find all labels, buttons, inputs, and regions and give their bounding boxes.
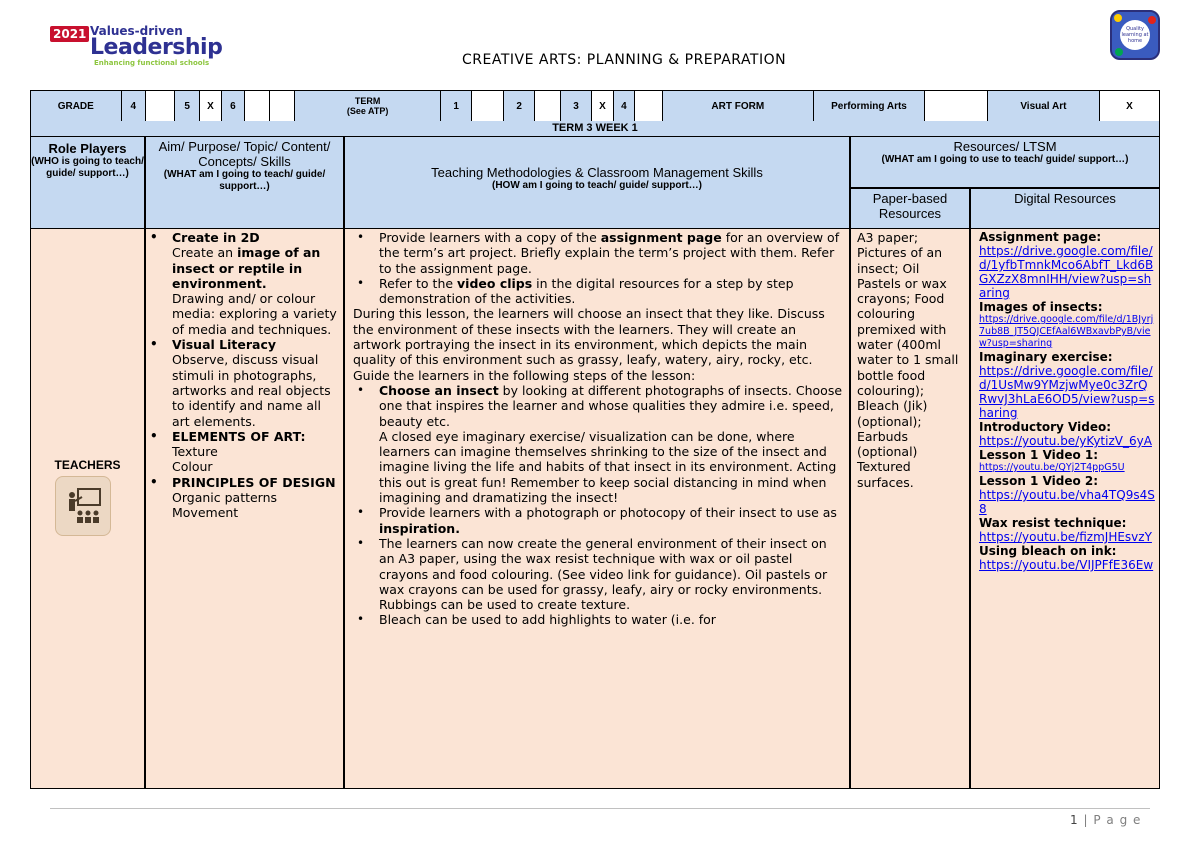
element-colour: Colour	[172, 459, 213, 475]
role-players-header	[30, 137, 145, 229]
paper-resources-cell	[850, 229, 970, 789]
grade-4: 4	[121, 91, 145, 122]
teaching-title: Teaching Methodologies & Classroom Management Skills	[431, 165, 763, 180]
digital-title: Imaginary exercise:	[979, 350, 1113, 364]
performing-arts-mark[interactable]	[924, 91, 987, 122]
footer-divider	[50, 808, 1150, 809]
grade-label: GRADE	[31, 91, 122, 122]
term-week-band: TERM 3 WEEK 1	[30, 121, 1160, 137]
element-texture: Texture	[172, 444, 218, 460]
visual-literacy-heading: • Visual Literacy	[146, 337, 339, 352]
teaching-bullet-inspiration	[353, 505, 843, 536]
teaching-paragraph-1: During this lesson, the learners will choose an insect that they like. Discuss the environment of these insects with the learners. They will create an artwork portraying the insect in its environment, which depicts the main quality of this environment such as grassy, leafy, watery, airy, rocky, etc.	[353, 306, 825, 368]
digital-resources-title: Digital Resources	[1014, 191, 1116, 206]
teaching-sub: (HOW am I going to teach/ guide/ support…)	[492, 180, 702, 191]
role-players-sub: (WHO is going to teach/ guide/ support…)	[31, 156, 144, 179]
visual-art-mark[interactable]: X	[1099, 91, 1159, 122]
quality-learning-badge-icon	[1110, 10, 1160, 60]
digital-title: Lesson 1 Video 2:	[979, 474, 1099, 488]
create-2d-heading: • Create in 2D	[146, 230, 339, 245]
role-player-teachers: TEACHERS	[54, 458, 121, 472]
digital-item-bleach-ink	[979, 544, 1155, 572]
term-sub-text: (See ATP)	[346, 106, 389, 116]
teaching-paragraph-2: Guide the learners in the following steps of the lesson:	[353, 367, 696, 383]
teaching-bullet-video	[353, 276, 843, 307]
resources-header	[850, 137, 1160, 188]
create-2d-media: Drawing and/ or colour media: exploring a variety of media and techniques.	[172, 291, 337, 337]
create-2d-text-b: image of an insect or reptile in environment.	[172, 245, 321, 291]
teaching-cell	[344, 229, 850, 789]
digital-item-intro-video	[979, 420, 1155, 448]
teaching-b3-b: Choose an insect	[379, 382, 499, 398]
teaching-b3-c: by looking at different photographs of insects. Choose one that inspires the learner and whose qualities they admire i.e. speed, beauty etc.	[379, 382, 843, 429]
term-4-mark[interactable]	[635, 91, 662, 122]
grade-6: 6	[222, 91, 244, 122]
paper-resources-header	[850, 188, 970, 229]
digital-title: Assignment page:	[979, 230, 1102, 244]
term-1: 1	[440, 91, 472, 122]
digital-title: Images of insects:	[979, 300, 1103, 314]
aim-header	[145, 137, 344, 229]
term-2-mark[interactable]	[535, 91, 560, 122]
teaching-b4-b: inspiration.	[379, 520, 460, 536]
digital-item-wax-resist	[979, 516, 1155, 544]
principle-movement: Movement	[172, 505, 239, 521]
teacher-classroom-icon	[55, 476, 111, 536]
visual-art-label: Visual Art	[987, 91, 1099, 122]
elements-of-art-heading: • ELEMENTS OF ART:	[146, 429, 339, 444]
digital-item-images	[979, 300, 1155, 350]
principles-heading: • PRINCIPLES OF DESIGN	[146, 475, 339, 490]
visual-literacy-text: Observe, discuss visual stimuli in photographs, artworks and real objects to identify and name all art elements.	[172, 352, 331, 429]
grade-5: 5	[175, 91, 199, 122]
page-title: CREATIVE ARTS: PLANNING & PREPARATION	[462, 52, 787, 68]
teaching-b2-a: Refer to the	[379, 275, 458, 291]
term-2: 2	[503, 91, 535, 122]
resources-sub: (WHAT am I going to use to teach/ guide/ support…)	[881, 154, 1129, 165]
resources-title: Resources/ LTSM	[953, 139, 1057, 154]
page-separator: |	[1083, 813, 1089, 827]
page-footer	[1070, 813, 1141, 827]
teaching-bullet-bleach: • Bleach can be used to add highlights to water (i.e. for	[353, 612, 843, 627]
digital-resources-header	[970, 188, 1160, 229]
logo-line-2: Leadership	[90, 35, 223, 60]
paper-resources-title: Paper-based Resources	[872, 191, 948, 221]
digital-title: Using bleach on ink:	[979, 544, 1117, 558]
term-label	[295, 91, 440, 122]
page-word: P a g e	[1093, 813, 1142, 827]
digital-title: Wax resist technique:	[979, 516, 1127, 530]
teaching-bullet-environment: • The learners can now create the general environment of their insect on an A3 paper, using the wax resist technique with wax or oil pastel crayons and food colouring. (See video link for guidance). Oil pastels or wax crayons can be used for grassy, leafy, airy or rocky environments. Rubbings can be used to create texture.	[353, 536, 843, 612]
digital-resources-cell	[970, 229, 1160, 789]
teaching-b1-b: assignment page	[600, 230, 722, 245]
teaching-visualization: A closed eye imaginary exercise/ visualization can be done, where learners can imagine themselves shrinking to the size of the insect and imagine living the life and habits of that insect in its environment. Acting this out is great fun! Remember to keep social distancing in mind when imagining and dramatizing the insect!	[379, 428, 837, 506]
grade-spacer	[269, 91, 294, 122]
digital-title: Lesson 1 Video 1:	[979, 448, 1099, 462]
digital-item-lesson1-video1	[979, 448, 1155, 474]
teaching-bullet-assignment	[353, 230, 843, 276]
grade-6-mark[interactable]	[244, 91, 269, 122]
create-2d-text	[146, 245, 339, 291]
teaching-b4-a: Provide learners with a photograph or photocopy of their insect to use as	[379, 505, 837, 521]
teaching-b2-c: in the digital resources for a step by step demonstration of the activities.	[379, 275, 794, 307]
term-4: 4	[613, 91, 634, 122]
logo-line-3: Enhancing functional schools	[94, 59, 210, 67]
values-driven-leadership-logo	[50, 24, 230, 72]
digital-link-assignment[interactable]: https://drive.google.com/file/d/1yfbTmnkMco6AbfT_Lkd6BGXZzX8mnIHH/view?usp=sharing	[979, 244, 1154, 300]
term-3-mark[interactable]: X	[592, 91, 613, 122]
digital-item-assignment	[979, 230, 1155, 300]
aim-sub: (WHAT am I going to teach/ guide/ support…)	[163, 169, 326, 192]
aim-cell	[145, 229, 344, 789]
teaching-bullet-choose-insect	[353, 383, 843, 429]
digital-item-imaginary	[979, 350, 1155, 420]
teaching-b2-b: video clips	[457, 275, 533, 291]
grade-4-mark[interactable]	[145, 91, 174, 122]
logo-year: 2021	[50, 26, 89, 42]
term-label-text: TERM	[354, 96, 381, 106]
digital-item-lesson1-video2	[979, 474, 1155, 516]
digital-link-wax-resist[interactable]: https://youtu.be/fizmJHEsvzY	[979, 530, 1152, 544]
role-players-title: Role Players	[48, 141, 127, 156]
principle-organic-patterns: Organic patterns	[172, 490, 278, 506]
digital-link-lesson1-video2[interactable]: https://youtu.be/vha4TQ9s4S8	[979, 488, 1155, 516]
create-2d-text-a: Create an	[172, 245, 238, 261]
logo-line-1: Values-driven	[90, 24, 183, 38]
badge-text: Quality learning at home	[1120, 20, 1150, 50]
teaching-header	[344, 137, 850, 229]
grade-5-mark[interactable]: X	[199, 91, 221, 122]
digital-link-imaginary[interactable]: https://drive.google.com/file/d/1UsMw9YMzjwMye0c3ZrQRwvJ3hLaE6OD5/view?usp=sharing	[979, 364, 1155, 420]
digital-link-images[interactable]: https://drive.google.com/file/d/1BJyrj7ub8B_JT5QJCEfAal6WBxavbPyB/view?usp=sharing	[979, 314, 1154, 349]
term-3: 3	[560, 91, 592, 122]
paper-resources-list: A3 paper; Pictures of an insect; Oil Pastels or wax crayons; Food colouring premixed with water (400ml water to 1 small bottle food colouring); Bleach (Jik) (optional); Earbuds (optional) Textured surfaces.	[857, 230, 959, 490]
teaching-b1-a: Provide learners with a copy of the	[379, 230, 601, 245]
digital-link-bleach-ink[interactable]: https://youtu.be/VIJPFfE36Ew	[979, 558, 1154, 572]
page-number: 1	[1070, 813, 1079, 827]
grade-term-row	[30, 90, 1160, 122]
teaching-b1-c: for an overview of the term’s art project. Briefly explain the term’s project with them. Refer to the assignment page.	[379, 230, 840, 276]
aim-title: Aim/ Purpose/ Topic/ Content/ Concepts/ Skills	[158, 139, 331, 169]
term-1-mark[interactable]	[472, 91, 504, 122]
digital-link-lesson1-video1[interactable]: https://youtu.be/QYj2T4ppG5U	[979, 462, 1125, 473]
digital-title: Introductory Video:	[979, 420, 1112, 434]
art-form-label: ART FORM	[662, 91, 814, 122]
digital-link-intro-video[interactable]: https://youtu.be/yKytizV_6yA	[979, 434, 1152, 448]
performing-arts-label: Performing Arts	[814, 91, 925, 122]
